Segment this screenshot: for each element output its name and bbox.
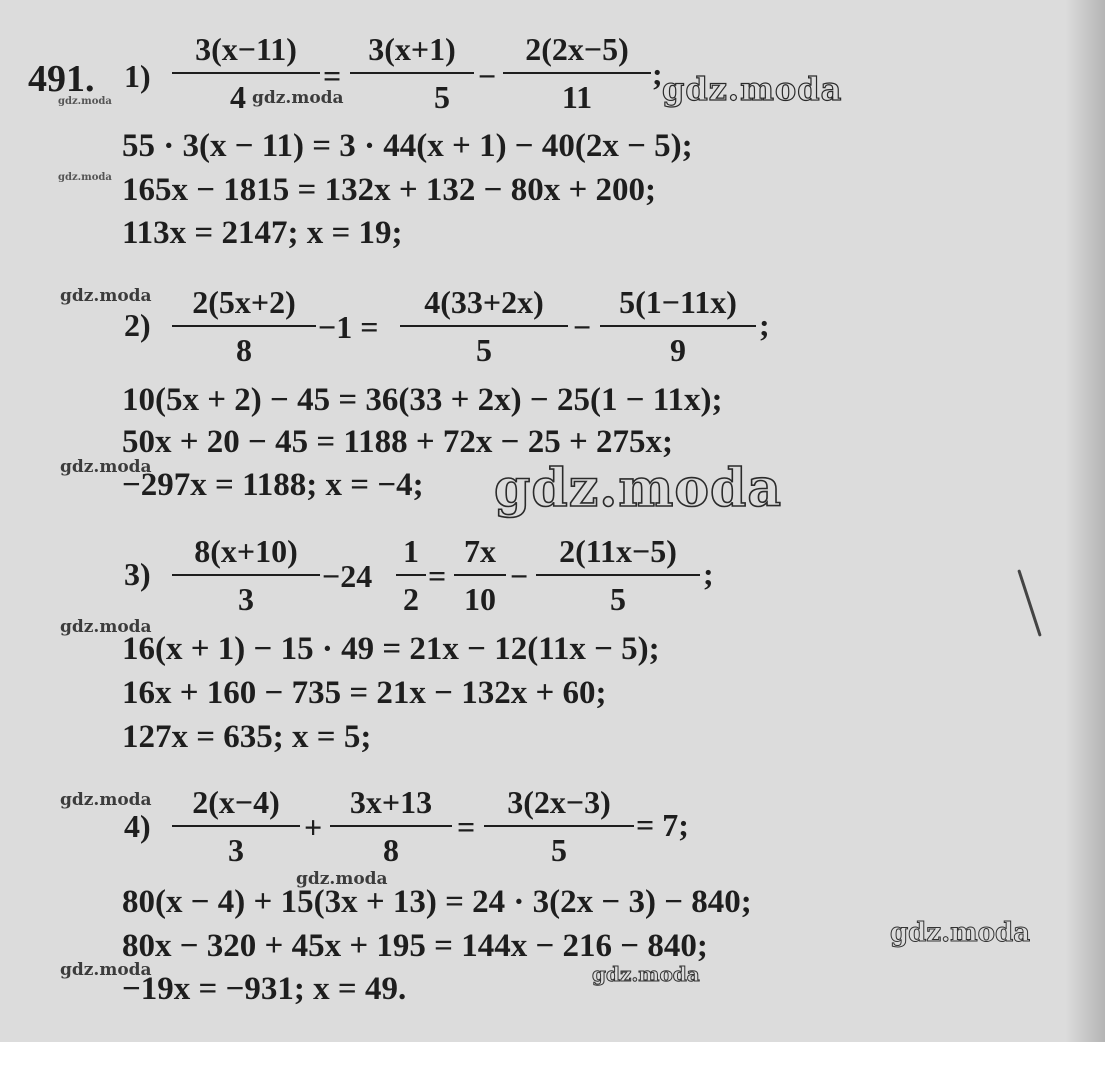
denominator: 5 [476,332,492,368]
denominator: 4 [230,79,246,115]
watermark: gdz.moda [60,457,152,477]
watermark: gdz.moda [58,172,112,183]
numerator: 4(33+2x) [424,284,544,320]
numerator: 8(x+10) [194,533,298,569]
part-3-step-1: 16(x + 1) − 15 · 49 = 21x − 12(11x − 5); [122,631,660,667]
part-1-tail: ; [652,56,663,92]
watermark: gdz.moda [60,286,152,306]
fraction-bar [172,72,320,74]
part-3-step-2: 16x + 160 − 735 = 21x − 132x + 60; [122,675,607,711]
denominator: 5 [434,79,450,115]
denominator: 11 [561,79,593,115]
watermark: gdz.moda [58,96,112,107]
fraction-bar [503,72,651,74]
fraction-bar [600,325,756,327]
fraction-bar [172,825,300,827]
numerator: 5(1−11x) [619,284,737,320]
part-3-operator-1b: = [428,558,447,594]
part-4-tail: = 7; [636,807,689,843]
numerator: 2(x−4) [192,784,280,820]
fraction-bar [172,574,320,576]
part-2-label: 2) [124,307,151,343]
denominator: 8 [383,832,399,868]
part-2-operator-1: −1 = [318,309,379,345]
part-3-label: 3) [124,556,151,592]
numerator: 3(x−11) [195,31,297,67]
watermark: gdz.moda [662,70,843,108]
part-4-label: 4) [124,808,151,844]
part-1-label: 1) [124,58,151,94]
numerator: 2(5x+2) [192,284,296,320]
part-1-operator-1: = [323,58,342,94]
watermark: gdz.moda [296,869,388,889]
watermark: gdz.moda [890,918,1031,948]
denominator: 5 [610,581,626,617]
fraction-bar [454,574,506,576]
numerator: 7x [464,533,496,569]
fraction-bar [330,825,452,827]
denominator: 5 [551,832,567,868]
part-1-step-1: 55 · 3(x − 11) = 3 · 44(x + 1) − 40(2x − 5); [122,128,693,164]
watermark: gdz.moda [592,962,700,986]
part-2-operator-2: − [573,309,592,345]
part-2-step-1: 10(5x + 2) − 45 = 36(33 + 2x) − 25(1 − 11x); [122,382,723,418]
page-bottom-margin [0,1042,1105,1078]
part-4-step-2: 80x − 320 + 45x + 195 = 144x − 216 − 840; [122,928,708,964]
page-edge-shadow [1065,0,1105,1078]
numerator: 3(2x−3) [507,784,611,820]
part-1-step-2: 165x − 1815 = 132x + 132 − 80x + 200; [122,172,657,208]
part-4-operator-2: = [457,809,476,845]
numerator: 3x+13 [349,784,433,820]
watermark: gdz.moda [60,617,152,637]
denominator: 9 [670,332,686,368]
denominator: 8 [236,332,252,368]
part-3-tail: ; [703,556,714,592]
denominator: 2 [403,581,419,617]
numerator: 2(2x−5) [525,31,629,67]
part-3-step-3: 127x = 635; x = 5; [122,719,372,755]
fraction-bar [172,325,316,327]
part-1-operator-2: − [478,58,497,94]
part-1-step-3: 113x = 2147; x = 19; [122,215,403,251]
part-3-operator-1: −24 [322,558,373,594]
watermark: gdz.moda [252,88,344,108]
denominator: 10 [464,581,496,617]
denominator: 3 [228,832,244,868]
part-4-operator-1: + [304,809,323,845]
watermark: gdz.moda [494,458,783,519]
part-2-tail: ; [759,307,770,343]
watermark: gdz.moda [60,790,152,810]
fraction-bar [396,574,426,576]
watermark: gdz.moda [60,960,152,980]
scan-mark [1017,569,1041,637]
fraction-bar [400,325,568,327]
part-2-step-2: 50x + 20 − 45 = 1188 + 72x − 25 + 275x; [122,424,673,460]
fraction-bar [350,72,474,74]
part-3-operator-2: − [510,558,529,594]
fraction-bar [536,574,700,576]
part-4-step-1: 80(x − 4) + 15(3x + 13) = 24 · 3(2x − 3) − 840; [122,884,752,920]
part-4-step-3: −19x = −931; x = 49. [122,971,407,1007]
denominator: 3 [238,581,254,617]
part-2-step-3: −297x = 1188; x = −4; [122,467,424,503]
fraction-bar [484,825,634,827]
numerator: 2(11x−5) [559,533,677,569]
numerator: 1 [403,533,419,569]
exercise-number: 491. [28,58,95,100]
numerator: 3(x+1) [368,31,456,67]
